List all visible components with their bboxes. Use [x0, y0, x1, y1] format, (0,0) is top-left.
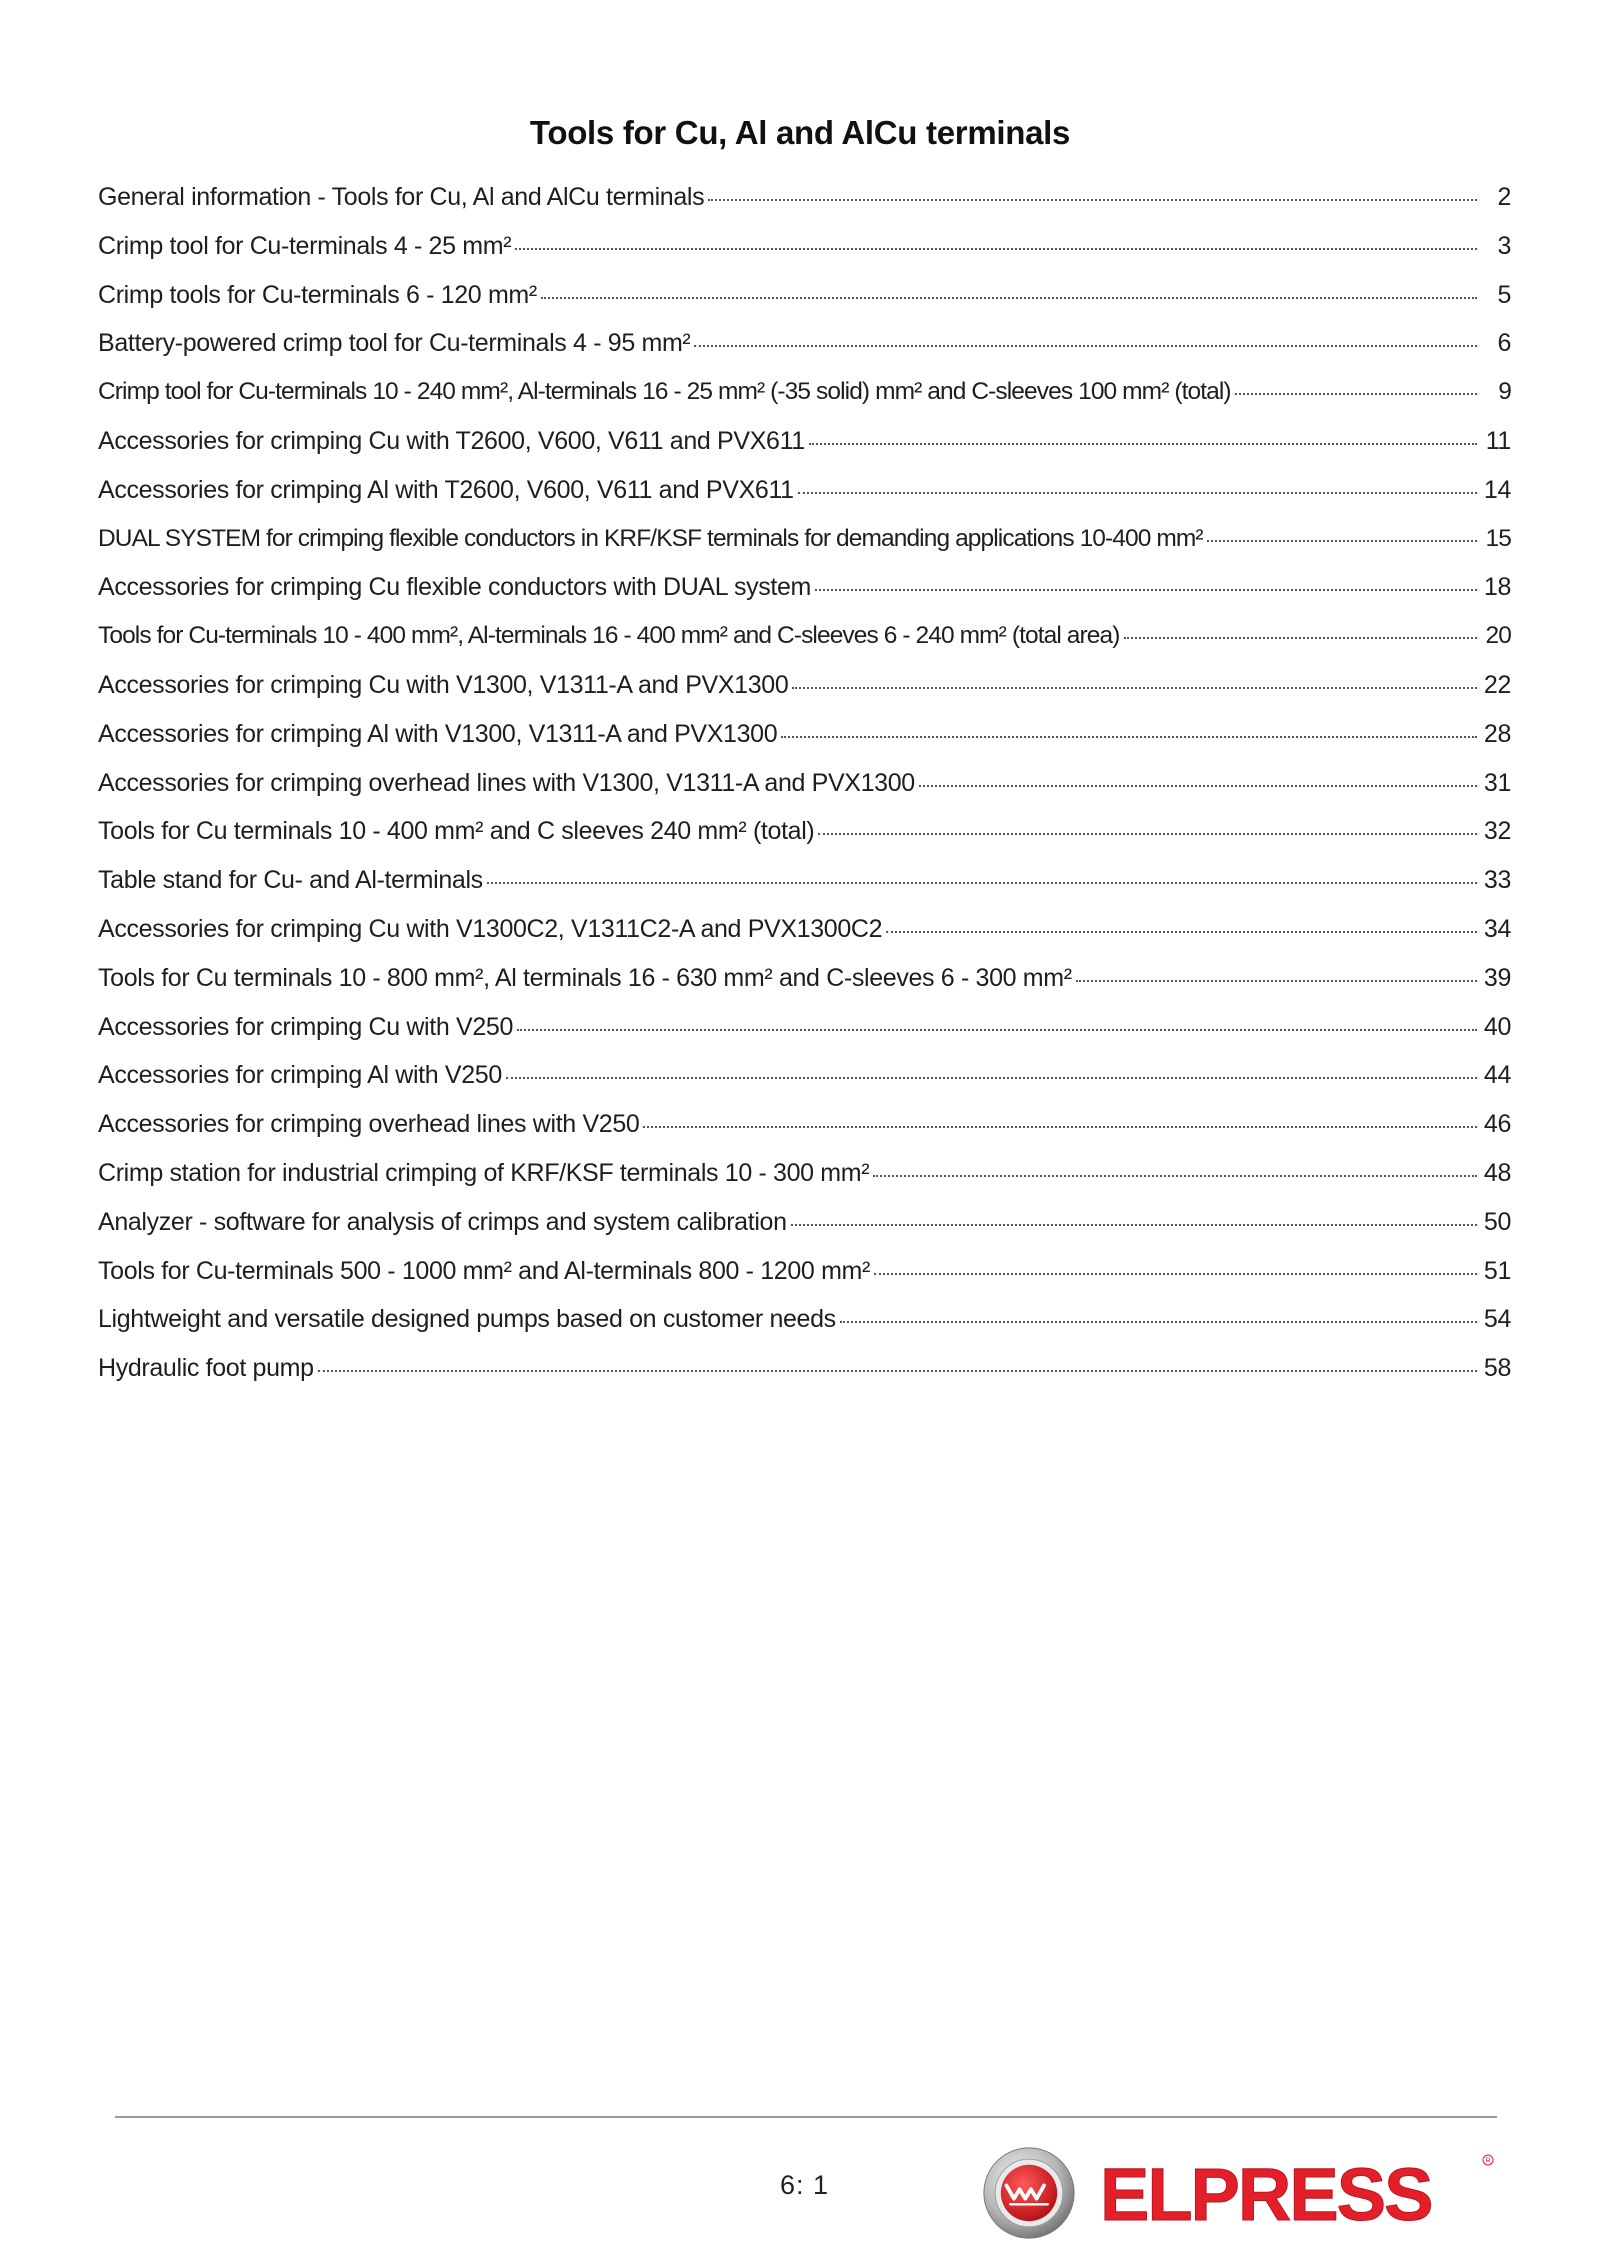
toc-entry-page: 54	[1483, 1305, 1511, 1334]
toc-entry-title: Lightweight and versatile designed pumps based on customer needs	[98, 1305, 836, 1334]
toc-entry-page: 22	[1483, 670, 1511, 699]
toc-entry-title: Crimp station for industrial crimping of KRF/KSF terminals 10 - 300 mm²	[98, 1158, 870, 1187]
toc-entry-page: 20	[1485, 622, 1511, 650]
dot-leader	[708, 199, 1477, 201]
toc-entry-page: 15	[1485, 524, 1511, 552]
dot-leader	[919, 785, 1477, 787]
dot-leader	[781, 736, 1477, 738]
toc-entry-page: 40	[1483, 1012, 1511, 1041]
toc-entry-title: Accessories for crimping Cu flexible conductors with DUAL system	[98, 573, 812, 602]
toc-entry-title: Accessories for crimping Al with T2600, V600, V611 and PVX611	[98, 475, 794, 504]
toc-entry[interactable]	[98, 232, 1511, 281]
dot-leader	[1124, 637, 1478, 639]
toc-entry-page: 33	[1483, 866, 1511, 895]
toc-entry[interactable]	[98, 769, 1511, 818]
toc-entry-page: 28	[1483, 719, 1511, 748]
elpress-emblem-icon	[982, 2146, 1076, 2240]
dot-leader	[515, 248, 1477, 250]
toc-entry-page: 46	[1483, 1110, 1511, 1139]
toc-entry-page: 51	[1483, 1256, 1511, 1285]
toc-entry-page: 44	[1483, 1061, 1511, 1090]
toc-entry[interactable]	[98, 671, 1511, 720]
toc-entry-page: 9	[1498, 378, 1511, 406]
page-number: 6: 1	[780, 2170, 830, 2200]
dot-leader	[1076, 980, 1477, 982]
dot-leader	[318, 1370, 1477, 1372]
footer-divider	[115, 2116, 1497, 2118]
dot-leader	[487, 882, 1477, 884]
toc-entry-title: Accessories for crimping overhead lines with V1300, V1311-A and PVX1300	[98, 768, 915, 797]
toc-entry-page: 31	[1483, 768, 1511, 797]
toc-entry[interactable]	[98, 622, 1511, 671]
toc-entry-title: Accessories for crimping Cu with V1300, V1311-A and PVX1300	[98, 670, 789, 699]
toc-entry-page: 34	[1483, 914, 1511, 943]
toc-entry[interactable]	[98, 378, 1511, 427]
toc-entry[interactable]	[98, 427, 1511, 476]
toc-entry-title: Tools for Cu-terminals 10 - 400 mm², Al-terminals 16 - 400 mm² and C-sleeves 6 - 240 mm² (total area)	[98, 622, 1120, 650]
toc-entry-page: 2	[1497, 183, 1511, 211]
toc-entry[interactable]	[98, 817, 1511, 866]
dot-leader	[815, 589, 1477, 591]
toc-entry-page: 50	[1483, 1207, 1511, 1236]
toc-entry-title: Accessories for crimping Cu with V250	[98, 1012, 513, 1041]
toc-entry[interactable]	[98, 964, 1511, 1013]
toc-entry-title: Tools for Cu terminals 10 - 800 mm², Al terminals 16 - 630 mm² and C-sleeves 6 - 300 mm²	[98, 963, 1072, 992]
toc-entry[interactable]	[98, 1110, 1511, 1159]
toc-entry-title: Analyzer - software for analysis of crimps and system calibration	[98, 1207, 787, 1236]
toc-entry-title: Tools for Cu-terminals 500 - 1000 mm² and Al-terminals 800 - 1200 mm²	[98, 1256, 870, 1285]
svg-text:R: R	[1485, 2157, 1491, 2165]
dot-leader	[886, 931, 1477, 933]
toc-entry-page: 18	[1483, 573, 1511, 602]
toc-entry-title: Hydraulic foot pump	[98, 1354, 314, 1383]
toc-entry[interactable]	[98, 573, 1511, 622]
toc-entry[interactable]	[98, 1354, 1511, 1403]
toc-entry[interactable]	[98, 866, 1511, 915]
toc-entry[interactable]	[98, 329, 1511, 378]
table-of-contents	[98, 183, 1511, 1403]
toc-entry-title: Accessories for crimping Cu with V1300C2, V1311C2-A and PVX1300C2	[98, 914, 883, 943]
toc-entry[interactable]	[98, 281, 1511, 330]
toc-entry-title: Tools for Cu terminals 10 - 400 mm² and C sleeves 240 mm² (total)	[98, 817, 815, 846]
dot-leader	[873, 1175, 1477, 1177]
toc-entry-page: 6	[1497, 329, 1511, 358]
dot-leader	[809, 443, 1477, 445]
dot-leader	[643, 1126, 1477, 1128]
dot-leader	[517, 1029, 1477, 1031]
dot-leader	[1235, 393, 1477, 395]
toc-entry-title: Crimp tools for Cu-terminals 6 - 120 mm²	[98, 280, 537, 309]
toc-entry-page: 48	[1483, 1158, 1511, 1187]
toc-entry-title: DUAL SYSTEM for crimping flexible conductors in KRF/KSF terminals for demanding applications 10-400 mm²	[98, 524, 1203, 552]
dot-leader	[792, 687, 1477, 689]
toc-entry-page: 3	[1497, 231, 1511, 260]
dot-leader	[840, 1321, 1477, 1323]
toc-entry[interactable]	[98, 1208, 1511, 1257]
page-title: Tools for Cu, Al and AlCu terminals	[529, 114, 1071, 152]
toc-entry[interactable]	[98, 1013, 1511, 1062]
toc-entry-page: 39	[1483, 963, 1511, 992]
dot-leader	[694, 345, 1477, 347]
dot-leader	[791, 1224, 1477, 1226]
toc-entry-title: Table stand for Cu- and Al-terminals	[98, 866, 483, 895]
dot-leader	[874, 1273, 1477, 1275]
dot-leader	[506, 1077, 1477, 1079]
dot-leader	[818, 833, 1477, 835]
toc-entry-title: Accessories for crimping Al with V1300, V1311-A and PVX1300	[98, 719, 778, 748]
toc-entry-title: Accessories for crimping Cu with T2600, V600, V611 and PVX611	[98, 426, 805, 455]
toc-entry-title: Battery-powered crimp tool for Cu-terminals 4 - 95 mm²	[98, 329, 691, 358]
toc-entry[interactable]	[98, 1257, 1511, 1306]
toc-entry[interactable]	[98, 525, 1511, 574]
toc-entry-title: Accessories for crimping overhead lines with V250	[98, 1110, 640, 1139]
toc-entry-page: 14	[1483, 475, 1511, 504]
toc-entry[interactable]	[98, 183, 1511, 232]
dot-leader	[1207, 540, 1477, 542]
toc-entry-page: 11	[1485, 426, 1511, 455]
brand-wordmark: ELPRESS	[1100, 2153, 1432, 2234]
toc-entry[interactable]	[98, 1061, 1511, 1110]
dot-leader	[798, 492, 1477, 494]
elpress-logo	[1098, 2152, 1494, 2234]
toc-entry-page: 58	[1483, 1354, 1511, 1383]
toc-entry-page: 32	[1483, 817, 1511, 846]
toc-entry-title: Accessories for crimping Al with V250	[98, 1061, 502, 1090]
toc-entry[interactable]	[98, 720, 1511, 769]
toc-entry[interactable]	[98, 915, 1511, 964]
toc-entry[interactable]	[98, 1159, 1511, 1208]
toc-entry-title: Crimp tool for Cu-terminals 10 - 240 mm², Al-terminals 16 - 25 mm² (-35 solid) mm² and C-sleeves 100 mm² (total)	[98, 378, 1231, 406]
toc-entry-page: 5	[1497, 280, 1511, 309]
toc-entry[interactable]	[98, 1305, 1511, 1354]
dot-leader	[541, 297, 1477, 299]
toc-entry-title: General information - Tools for Cu, Al and AlCu terminals	[98, 183, 705, 211]
toc-entry[interactable]	[98, 476, 1511, 525]
toc-entry-title: Crimp tool for Cu-terminals 4 - 25 mm²	[98, 231, 512, 260]
